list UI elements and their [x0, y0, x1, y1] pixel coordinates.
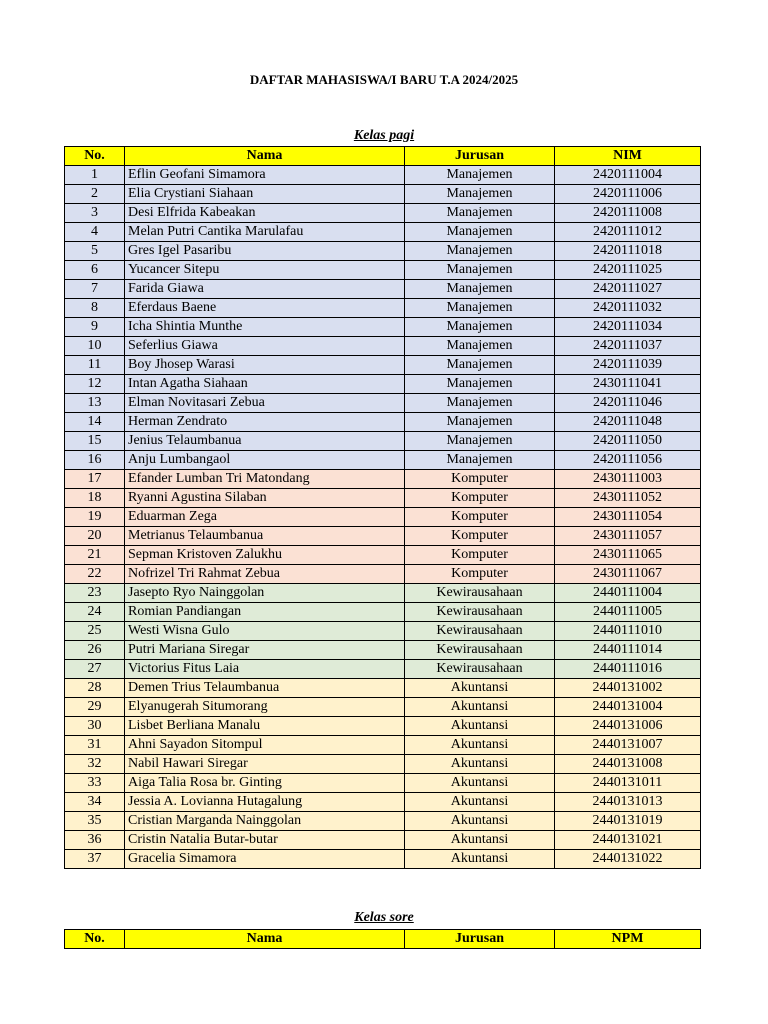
cell-no: 33 [65, 774, 125, 793]
cell-jurusan: Manajemen [405, 318, 555, 337]
cell-nim: 2440111004 [555, 584, 701, 603]
cell-jurusan: Manajemen [405, 166, 555, 185]
cell-nim: 2420111046 [555, 394, 701, 413]
cell-jurusan: Akuntansi [405, 850, 555, 869]
cell-jurusan: Akuntansi [405, 755, 555, 774]
table-row [65, 432, 701, 451]
cell-jurusan: Akuntansi [405, 698, 555, 717]
cell-no: 35 [65, 812, 125, 831]
table-header-row [65, 147, 701, 166]
cell-nama: Seferlius Giawa [125, 337, 405, 356]
cell-nama: Herman Zendrato [125, 413, 405, 432]
cell-nim: 2420111037 [555, 337, 701, 356]
kelas-sore-table [64, 929, 701, 949]
cell-jurusan: Komputer [405, 489, 555, 508]
cell-nama: Boy Jhosep Warasi [125, 356, 405, 375]
cell-nama: Elman Novitasari Zebua [125, 394, 405, 413]
cell-nama: Jenius Telaumbanua [125, 432, 405, 451]
cell-nim: 2440131008 [555, 755, 701, 774]
table-row [65, 242, 701, 261]
table-row [65, 527, 701, 546]
header-nama: Nama [125, 930, 405, 949]
cell-no: 30 [65, 717, 125, 736]
cell-nama: Yucancer Sitepu [125, 261, 405, 280]
table-row [65, 717, 701, 736]
cell-jurusan: Manajemen [405, 185, 555, 204]
cell-nama: Romian Pandiangan [125, 603, 405, 622]
cell-nama: Farida Giawa [125, 280, 405, 299]
cell-nama: Jasepto Ryo Nainggolan [125, 584, 405, 603]
header-jurusan: Jurusan [405, 147, 555, 166]
cell-jurusan: Akuntansi [405, 736, 555, 755]
cell-nim: 2440131013 [555, 793, 701, 812]
table-header-row [65, 930, 701, 949]
cell-nim: 2430111057 [555, 527, 701, 546]
table-row [65, 223, 701, 242]
cell-nim: 2420111027 [555, 280, 701, 299]
cell-no: 21 [65, 546, 125, 565]
cell-nama: Metrianus Telaumbanua [125, 527, 405, 546]
cell-jurusan: Manajemen [405, 356, 555, 375]
cell-jurusan: Manajemen [405, 299, 555, 318]
cell-no: 13 [65, 394, 125, 413]
cell-jurusan: Kewirausahaan [405, 584, 555, 603]
table-row [65, 489, 701, 508]
cell-no: 8 [65, 299, 125, 318]
cell-nim: 2430111003 [555, 470, 701, 489]
cell-nama: Gracelia Simamora [125, 850, 405, 869]
table-row [65, 774, 701, 793]
cell-jurusan: Manajemen [405, 337, 555, 356]
cell-jurusan: Kewirausahaan [405, 660, 555, 679]
cell-nim: 2420111039 [555, 356, 701, 375]
table-row [65, 660, 701, 679]
table-row [65, 375, 701, 394]
cell-no: 5 [65, 242, 125, 261]
cell-nim: 2430111052 [555, 489, 701, 508]
header-no: No. [65, 147, 125, 166]
cell-no: 19 [65, 508, 125, 527]
cell-jurusan: Komputer [405, 508, 555, 527]
table-row [65, 736, 701, 755]
cell-nim: 2440111014 [555, 641, 701, 660]
cell-no: 2 [65, 185, 125, 204]
cell-nim: 2430111067 [555, 565, 701, 584]
table-row [65, 584, 701, 603]
cell-nim: 2430111065 [555, 546, 701, 565]
cell-no: 17 [65, 470, 125, 489]
cell-jurusan: Akuntansi [405, 793, 555, 812]
cell-no: 10 [65, 337, 125, 356]
cell-jurusan: Manajemen [405, 413, 555, 432]
table-row [65, 755, 701, 774]
cell-nama: Cristin Natalia Butar-butar [125, 831, 405, 850]
table-row [65, 603, 701, 622]
cell-no: 29 [65, 698, 125, 717]
cell-nama: Victorius Fitus Laia [125, 660, 405, 679]
cell-jurusan: Kewirausahaan [405, 641, 555, 660]
cell-jurusan: Akuntansi [405, 831, 555, 850]
cell-no: 32 [65, 755, 125, 774]
table-row [65, 261, 701, 280]
cell-no: 9 [65, 318, 125, 337]
cell-nama: Putri Mariana Siregar [125, 641, 405, 660]
cell-no: 4 [65, 223, 125, 242]
cell-jurusan: Kewirausahaan [405, 603, 555, 622]
cell-nama: Nabil Hawari Siregar [125, 755, 405, 774]
table-row [65, 356, 701, 375]
cell-no: 1 [65, 166, 125, 185]
cell-no: 26 [65, 641, 125, 660]
cell-nama: Demen Trius Telaumbanua [125, 679, 405, 698]
cell-nama: Elyanugerah Situmorang [125, 698, 405, 717]
cell-nim: 2420111018 [555, 242, 701, 261]
cell-no: 20 [65, 527, 125, 546]
cell-nim: 2440131011 [555, 774, 701, 793]
cell-no: 3 [65, 204, 125, 223]
header-nama: Nama [125, 147, 405, 166]
cell-jurusan: Komputer [405, 565, 555, 584]
kelas-pagi-body [65, 166, 701, 869]
cell-nim: 2420111050 [555, 432, 701, 451]
cell-nim: 2420111006 [555, 185, 701, 204]
table-row [65, 204, 701, 223]
cell-nim: 2420111056 [555, 451, 701, 470]
cell-nim: 2440111016 [555, 660, 701, 679]
table-row [65, 508, 701, 527]
cell-nama: Sepman Kristoven Zalukhu [125, 546, 405, 565]
cell-nama: Lisbet Berliana Manalu [125, 717, 405, 736]
table-row [65, 622, 701, 641]
cell-no: 15 [65, 432, 125, 451]
cell-nim: 2420111008 [555, 204, 701, 223]
cell-nama: Jessia A. Lovianna Hutagalung [125, 793, 405, 812]
cell-jurusan: Akuntansi [405, 812, 555, 831]
cell-jurusan: Manajemen [405, 451, 555, 470]
cell-no: 36 [65, 831, 125, 850]
table-row [65, 831, 701, 850]
header-jurusan: Jurusan [405, 930, 555, 949]
table-row [65, 394, 701, 413]
cell-nama: Gres Igel Pasaribu [125, 242, 405, 261]
table-row [65, 318, 701, 337]
cell-nim: 2420111012 [555, 223, 701, 242]
cell-nama: Desi Elfrida Kabeakan [125, 204, 405, 223]
kelas-pagi-table [64, 146, 701, 869]
cell-nama: Efander Lumban Tri Matondang [125, 470, 405, 489]
cell-nim: 2440131019 [555, 812, 701, 831]
cell-nim: 2440111005 [555, 603, 701, 622]
cell-nim: 2440131007 [555, 736, 701, 755]
cell-no: 23 [65, 584, 125, 603]
table-row [65, 280, 701, 299]
cell-nim: 2420111048 [555, 413, 701, 432]
cell-jurusan: Manajemen [405, 223, 555, 242]
cell-nama: Anju Lumbangaol [125, 451, 405, 470]
cell-jurusan: Manajemen [405, 280, 555, 299]
cell-nama: Aiga Talia Rosa br. Ginting [125, 774, 405, 793]
cell-nama: Eferdaus Baene [125, 299, 405, 318]
cell-no: 11 [65, 356, 125, 375]
cell-nama: Melan Putri Cantika Marulafau [125, 223, 405, 242]
cell-nim: 2440131002 [555, 679, 701, 698]
header-nim: NIM [555, 147, 701, 166]
cell-nama: Eflin Geofani Simamora [125, 166, 405, 185]
cell-no: 6 [65, 261, 125, 280]
cell-nama: Ryanni Agustina Silaban [125, 489, 405, 508]
cell-no: 7 [65, 280, 125, 299]
cell-nim: 2440131006 [555, 717, 701, 736]
cell-jurusan: Akuntansi [405, 774, 555, 793]
table-row [65, 546, 701, 565]
cell-nim: 2440131021 [555, 831, 701, 850]
cell-jurusan: Manajemen [405, 242, 555, 261]
table-row [65, 812, 701, 831]
table-row [65, 451, 701, 470]
header-no: No. [65, 930, 125, 949]
cell-no: 34 [65, 793, 125, 812]
cell-nim: 2440131022 [555, 850, 701, 869]
cell-no: 24 [65, 603, 125, 622]
cell-nim: 2430111054 [555, 508, 701, 527]
kelas-pagi-caption: Kelas pagi [353, 128, 415, 143]
header-npm: NPM [555, 930, 701, 949]
cell-nama: Intan Agatha Siahaan [125, 375, 405, 394]
table-row [65, 185, 701, 204]
cell-nim: 2420111004 [555, 166, 701, 185]
cell-jurusan: Manajemen [405, 261, 555, 280]
cell-jurusan: Komputer [405, 546, 555, 565]
cell-jurusan: Manajemen [405, 204, 555, 223]
cell-nim: 2420111025 [555, 261, 701, 280]
table-row [65, 565, 701, 584]
kelas-sore-caption: Kelas sore [354, 910, 414, 925]
table-row [65, 850, 701, 869]
cell-jurusan: Akuntansi [405, 679, 555, 698]
cell-nama: Elia Crystiani Siahaan [125, 185, 405, 204]
cell-no: 18 [65, 489, 125, 508]
cell-nim: 2420111034 [555, 318, 701, 337]
cell-nama: Cristian Marganda Nainggolan [125, 812, 405, 831]
cell-no: 22 [65, 565, 125, 584]
cell-no: 37 [65, 850, 125, 869]
cell-nama: Westi Wisna Gulo [125, 622, 405, 641]
cell-no: 14 [65, 413, 125, 432]
cell-jurusan: Manajemen [405, 394, 555, 413]
cell-nim: 2440111010 [555, 622, 701, 641]
cell-jurusan: Komputer [405, 527, 555, 546]
cell-no: 25 [65, 622, 125, 641]
cell-jurusan: Akuntansi [405, 717, 555, 736]
cell-nim: 2420111032 [555, 299, 701, 318]
cell-no: 16 [65, 451, 125, 470]
cell-no: 12 [65, 375, 125, 394]
cell-nama: Ahni Sayadon Sitompul [125, 736, 405, 755]
table-row [65, 793, 701, 812]
cell-jurusan: Manajemen [405, 375, 555, 394]
cell-nim: 2430111041 [555, 375, 701, 394]
table-row [65, 166, 701, 185]
cell-no: 31 [65, 736, 125, 755]
cell-nama: Nofrizel Tri Rahmat Zebua [125, 565, 405, 584]
cell-jurusan: Kewirausahaan [405, 622, 555, 641]
table-row [65, 470, 701, 489]
table-row [65, 413, 701, 432]
cell-jurusan: Komputer [405, 470, 555, 489]
table-row [65, 641, 701, 660]
cell-nama: Eduarman Zega [125, 508, 405, 527]
table-row [65, 337, 701, 356]
table-row [65, 679, 701, 698]
cell-nama: Icha Shintia Munthe [125, 318, 405, 337]
cell-nim: 2440131004 [555, 698, 701, 717]
table-row [65, 698, 701, 717]
cell-no: 27 [65, 660, 125, 679]
table-row [65, 299, 701, 318]
document-title: DAFTAR MAHASISWA/I BARU T.A 2024/2025 [249, 72, 519, 87]
cell-jurusan: Manajemen [405, 432, 555, 451]
cell-no: 28 [65, 679, 125, 698]
